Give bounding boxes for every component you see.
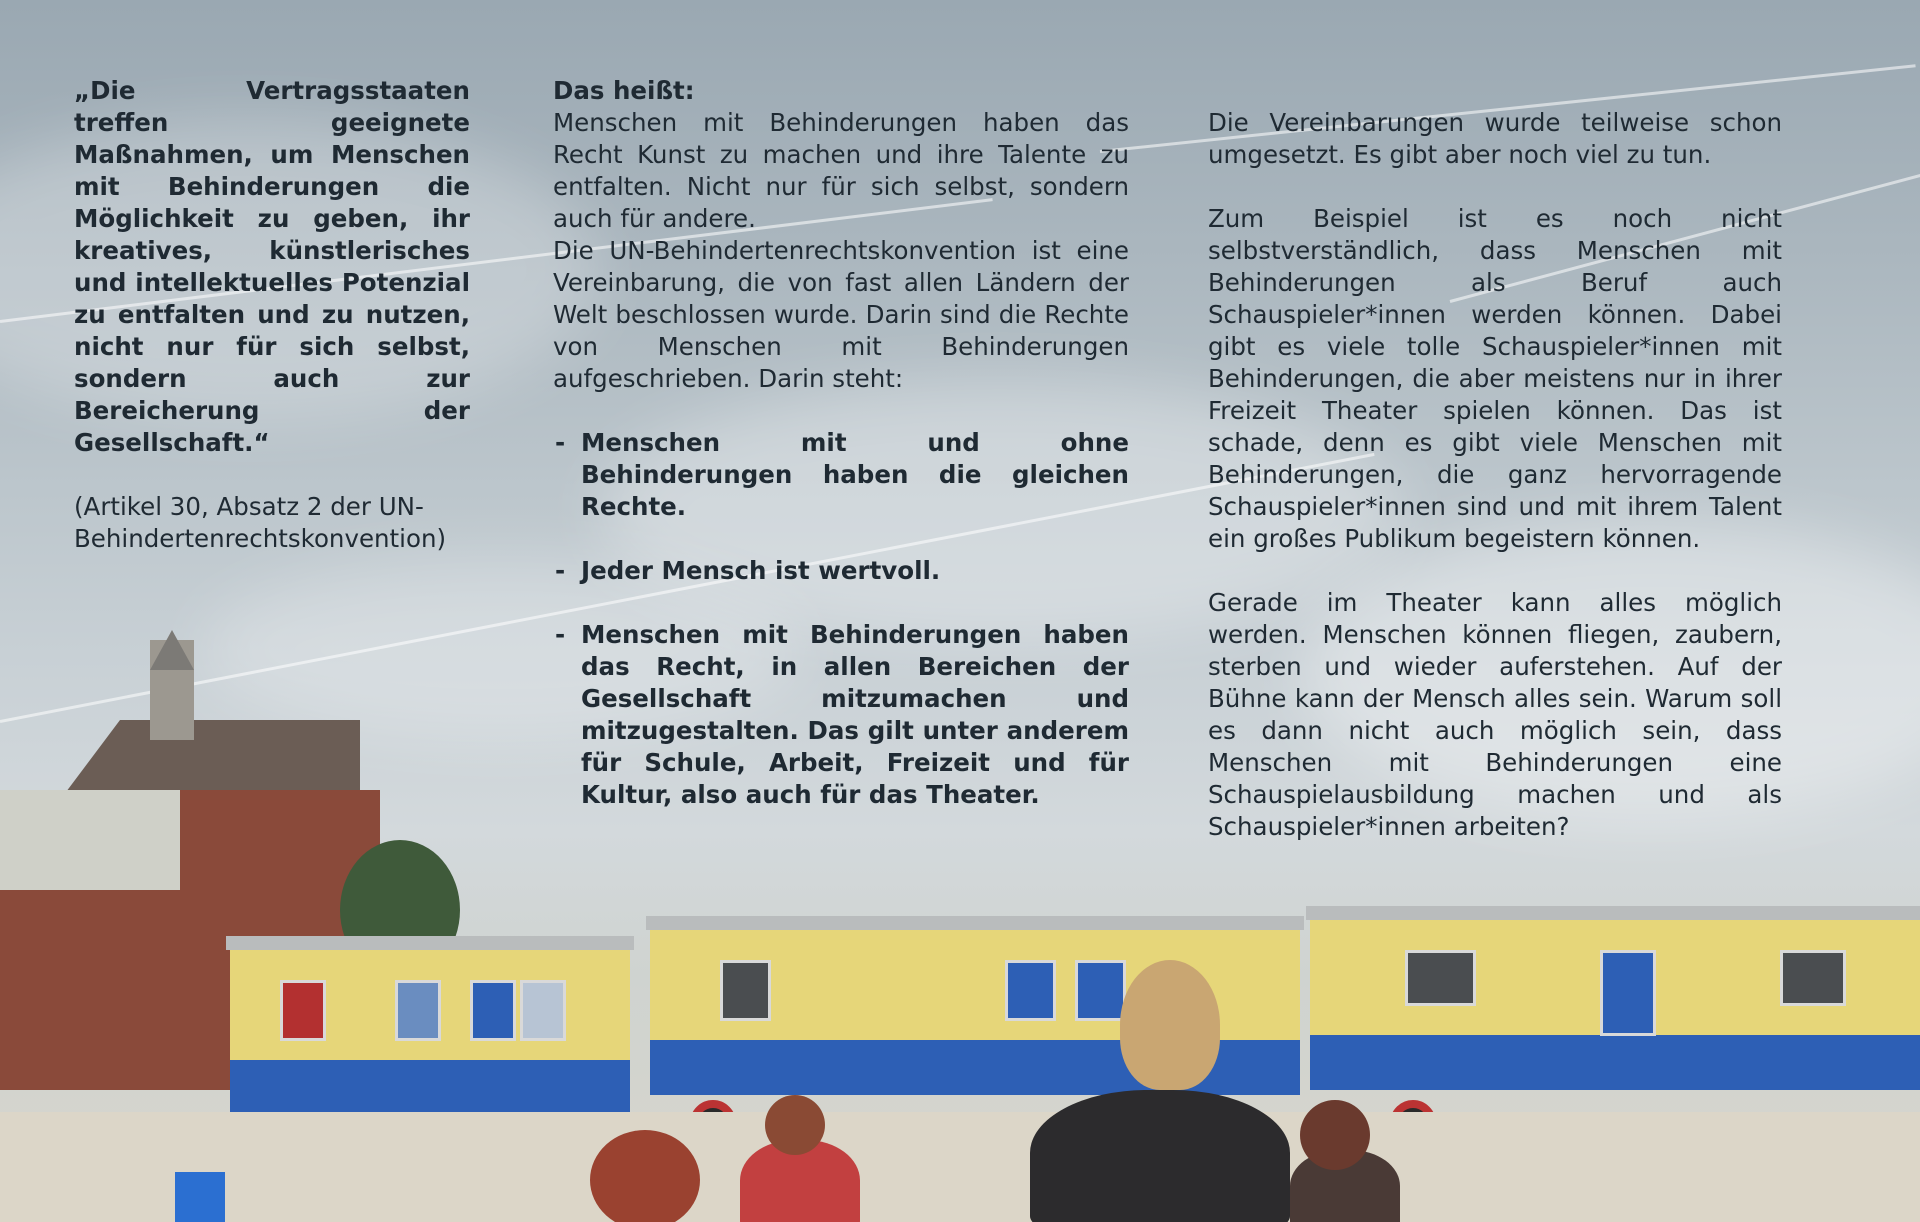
commentary-column <box>1208 107 1782 843</box>
trailer-left <box>230 950 630 1115</box>
person-head <box>765 1095 825 1155</box>
rights-list-item: - Menschen mit Behinderungen haben das Recht, in allen Bereichen der Gesellschaft mitzumachen und mitzugestalten. Das gilt unter anderem für Schule, Arbeit, Freizeit und für Kultur, also auch für das Theater. <box>553 619 1129 811</box>
quote-text: „Die Vertragsstaaten treffen geeignete Maßnahmen, um Menschen mit Behinderungen die Möglichkeit zu geben, ihr kreatives, künstlerisches und intellektuelles Potenzial zu entfalten und zu nutzen, nicht nur für sich selbst, sondern auch zur Bereicherung der Gesellschaft.“ <box>74 76 470 457</box>
person-head <box>1300 1100 1370 1170</box>
rights-list <box>553 427 1129 811</box>
explanation-paragraph: Die UN-Behindertenrechtskonvention ist eine Vereinbarung, die von fast allen Ländern der Welt beschlossen wurde. Darin sind die Rechte von Menschen mit Behinderungen aufgeschrieben. Darin steht: <box>553 236 1129 393</box>
person <box>590 1130 700 1222</box>
person-head <box>1120 960 1220 1090</box>
quote-source: (Artikel 30, Absatz 2 der UN-Behindertenrechtskonvention) <box>74 492 447 553</box>
person <box>1030 1090 1290 1222</box>
explanation-column <box>553 75 1129 811</box>
explanation-paragraph: Menschen mit Behinderungen haben das Recht Kunst zu machen und ihre Talente zu entfalten. Nicht nur für sich selbst, sondern auch für andere. <box>553 108 1129 233</box>
rights-list-item: - Jeder Mensch ist wertvoll. <box>553 555 1129 587</box>
rights-list-spacer <box>553 523 1129 555</box>
building-wing <box>0 790 180 890</box>
explanation-heading: Das heißt: <box>553 76 695 105</box>
commentary-paragraph: Die Vereinbarungen wurde teilweise schon umgesetzt. Es gibt aber noch viel zu tun. <box>1208 108 1782 169</box>
trailer-right <box>1310 920 1920 1090</box>
blue-bucket <box>175 1172 225 1222</box>
ground <box>0 1112 1920 1222</box>
rights-list-spacer <box>553 587 1129 619</box>
building-roof <box>60 720 360 800</box>
commentary-paragraph: Zum Beispiel ist es noch nicht selbstverständlich, dass Menschen mit Behinderungen als Beruf auch Schauspieler*innen werden können. Dabei gibt es viele tolle Schauspieler*innen mit Behinderungen, die aber meistens nur in ihrer Freizeit Theater spielen können. Das ist schade, denn es gibt viele Menschen mit Behinderungen, die ganz hervorragende Schauspieler*innen sind und mit ihrem Talent ein großes Publikum begeistern können. <box>1208 204 1782 553</box>
commentary-paragraph: Gerade im Theater kann alles möglich werden. Menschen können fliegen, zaubern, sterben und wieder auferstehen. Auf der Bühne kann der Mensch alles sein. Warum soll es dann nicht auch möglich sein, dass Menschen mit Behinderungen eine Schauspielausbildung machen und als Schauspieler*innen arbeiten? <box>1208 588 1782 841</box>
quote-column <box>74 75 470 555</box>
rights-list-item: - Menschen mit und ohne Behinderungen haben die gleichen Rechte. <box>553 427 1129 523</box>
